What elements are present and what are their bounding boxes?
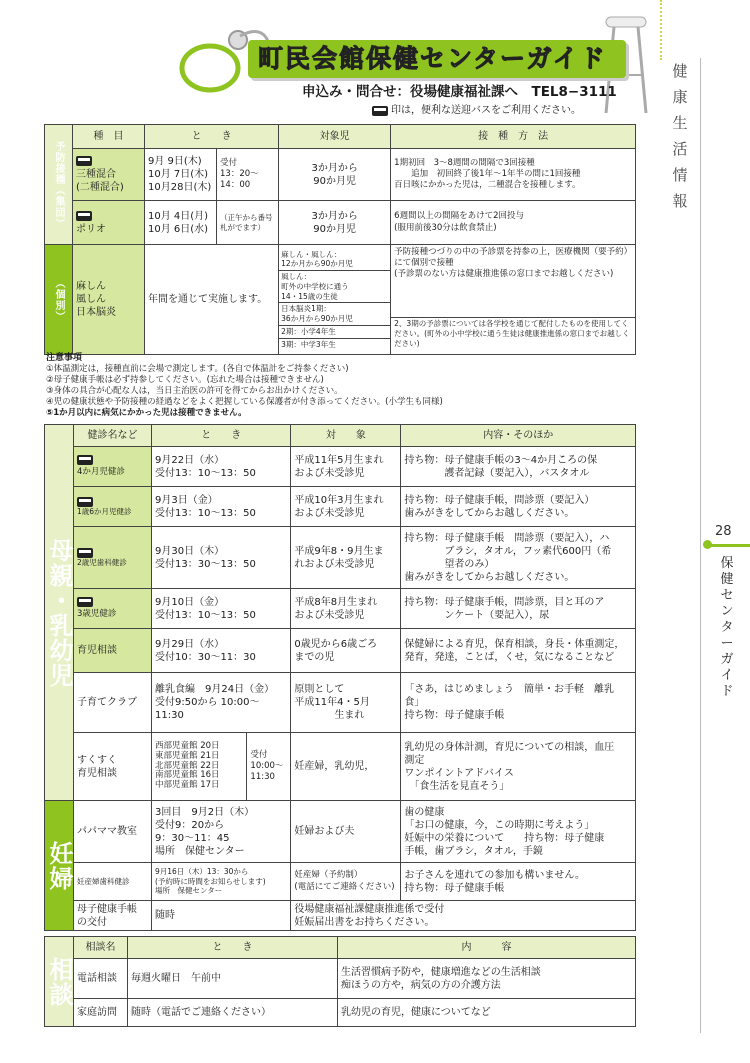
checkup-name: 4か月児健診 bbox=[74, 447, 152, 487]
contact-info: 申込み・問合せ：役場健康福祉課へ TEL8−3111 bbox=[302, 84, 617, 100]
consult-when: 毎週火曜日 午前中 bbox=[128, 959, 338, 999]
table-row bbox=[45, 959, 636, 999]
checkup-content: 役場健康福祉課健康推進係で受付 妊娠届出書をお持ちください。 bbox=[291, 901, 636, 931]
checkup-content: 保健婦による育児，保育相談，身長・体重測定， 発育，発達，ことば，くせ，気になることなど bbox=[401, 629, 636, 673]
bus-icon bbox=[77, 455, 93, 465]
header-type: 種 目 bbox=[73, 125, 145, 149]
checkup-target: 平成9年8・9月生ま れおよび未受診児 bbox=[291, 527, 401, 589]
table-row bbox=[45, 149, 636, 201]
bus-note bbox=[372, 104, 581, 117]
table-row bbox=[45, 801, 636, 863]
note-item: ⑤1か月以内に病気にかかった児は接種できません。 bbox=[46, 408, 247, 418]
table-row bbox=[45, 487, 636, 527]
individual-when: 年間を通じて実施します。 bbox=[145, 245, 279, 355]
vaccine-dates: 9月 9日(木) 10月 7日(木) 10月28日(木) bbox=[145, 149, 217, 201]
vaccine-dates: 10月 4日(月) 10月 6日(水) bbox=[145, 201, 217, 245]
header-when: と き bbox=[145, 125, 279, 149]
note-item: ①体温測定は，接種直前に会場で測定します。(各自で体温計をご持参ください) bbox=[46, 364, 349, 374]
consult-table bbox=[44, 936, 636, 1027]
header-checkup-name: 健診名など bbox=[74, 425, 152, 447]
checkup-when: 3回目 9月2日（木） 受付9：20から 9：30～11：45 場所 保健センター bbox=[152, 801, 291, 863]
table-row bbox=[45, 999, 636, 1027]
checkup-target: 平成11年5月生まれ および未受診児 bbox=[291, 447, 401, 487]
consult-content: 乳幼児の育児，健康についてなど bbox=[338, 999, 636, 1027]
checkup-name: 2歳児歯科健診 bbox=[74, 527, 152, 589]
bus-icon bbox=[77, 597, 93, 607]
title-banner bbox=[248, 40, 626, 78]
checkup-when: 西部児童館 20日 東部児童館 21日 北部児童館 22日 南部児童館 16日 中部児童館 17日 bbox=[152, 733, 247, 801]
consult-content: 生活習慣病予防や，健康増進などの生活相談 痴ほうの方や，病気の方の介護方法 bbox=[338, 959, 636, 999]
checkup-content: 歯の健康 「お口の健康，今，この時期に考えよう」 妊娠中の栄養について 持ち物：母子健康 手帳，歯ブラシ，タオル，手鏡 bbox=[401, 801, 636, 863]
category-individual: （個別） bbox=[45, 245, 73, 355]
table-row bbox=[45, 527, 636, 589]
checkup-target: 平成8年8月生まれ および未受診児 bbox=[291, 589, 401, 629]
page-marker-bar bbox=[707, 544, 750, 547]
consult-name: 電話相談 bbox=[74, 959, 128, 999]
bus-icon bbox=[77, 497, 93, 507]
checkup-name: パパママ教室 bbox=[74, 801, 152, 863]
checkup-content: 乳幼児の身体計測，育児についての相談，血圧 測定 ワンポイントアドバイス 「食生活を見直そう」 bbox=[401, 733, 636, 801]
vaccine-method: 6週間以上の間隔をあけて2回投与 (服用前後30分は飲食禁止) bbox=[391, 201, 636, 245]
bus-icon bbox=[76, 211, 92, 221]
page-title: 町民会館保健センターガイド bbox=[258, 44, 607, 73]
bus-icon bbox=[76, 156, 92, 166]
decorative-dotted-line bbox=[660, 0, 662, 60]
checkup-target: 原則として 平成11年4・5月 生まれ bbox=[291, 673, 401, 733]
vaccine-target: 3か月から 90か月児 bbox=[279, 201, 391, 245]
checkup-when: 離乳食編 9月24日（金） 受付9:50から 10:00～11:30 bbox=[152, 673, 291, 733]
page-number: 28 bbox=[715, 524, 732, 539]
checkup-content: 持ち物：母子健康手帳の3～4か月ころの保 護者記録（要記入），バスタオル bbox=[401, 447, 636, 487]
note-item: ③身体の具合が心配な人は，当日主治医の許可を得てからお出かけください。 bbox=[46, 386, 343, 396]
checkup-content: 「さあ，はじめましょう 簡単・お手軽 離乳食」 持ち物：母子健康手帳 bbox=[401, 673, 636, 733]
checkup-when: 9月3日（金） 受付13：10～13：50 bbox=[152, 487, 291, 527]
notes-title: 注意事項 bbox=[46, 353, 83, 363]
bus-note-text: 印は，便利な送迎バスをご利用ください。 bbox=[391, 105, 581, 116]
table-row bbox=[45, 245, 636, 355]
header-content: 内容・そのほか bbox=[401, 425, 636, 447]
table-row bbox=[45, 733, 636, 801]
consult-when: 随時（電話でご連絡ください） bbox=[128, 999, 338, 1027]
checkup-name: 妊産婦歯科健診 bbox=[74, 863, 152, 901]
checkup-when: 9月22日（水） 受付13：10～13：50 bbox=[152, 447, 291, 487]
vaccine-notes bbox=[46, 353, 636, 419]
checkup-content: お子さんを連れての参加も構いません。 持ち物：母子健康手帳 bbox=[401, 863, 636, 901]
header-consult-name: 相談名 bbox=[74, 937, 128, 959]
checkup-when: 9月29日（水） 受付10：30～11：30 bbox=[152, 629, 291, 673]
checkup-when: 9月16日（木）13：30から (予約時に時間をお知らせします) 場所 保健センター bbox=[152, 863, 291, 901]
checkup-content: 持ち物：母子健康手帳，問診票，目と耳のア ンケート（要記入），尿 bbox=[401, 589, 636, 629]
category-mother-child: 母親・乳幼児 bbox=[45, 425, 74, 801]
vaccine-name: ポリオ bbox=[73, 201, 145, 245]
table-row bbox=[45, 673, 636, 733]
note-item: ④児の健康状態や予防接種の経過などをよく把握している保護者が付き添ってください。(小学生も同様) bbox=[46, 397, 443, 407]
category-consult: 相談 bbox=[45, 937, 74, 1027]
table-row bbox=[45, 201, 636, 245]
checkup-content: 持ち物：母子健康手帳 問診票（要記入），ハ ブラシ，タオル，フッ素代600円（希 望者のみ） 歯みがきをしてからお越しください。 bbox=[401, 527, 636, 589]
header-when: と き bbox=[152, 425, 291, 447]
page-section-label: 保健センターガイド bbox=[720, 556, 734, 699]
vaccine-time: 受付 13：20～ 14：00 bbox=[217, 149, 279, 201]
consult-name: 家庭訪問 bbox=[74, 999, 128, 1027]
header-content: 内 容 bbox=[338, 937, 636, 959]
checkup-target: 平成10年3月生まれ および未受診児 bbox=[291, 487, 401, 527]
note-item: ②母子健康手帳は必ず持参してください。(忘れた場合は接種できません) bbox=[46, 375, 324, 385]
checkup-target: 妊婦および夫 bbox=[291, 801, 401, 863]
table-row bbox=[45, 447, 636, 487]
vaccine-table bbox=[44, 124, 636, 355]
checkup-name: 1歳6か月児健診 bbox=[74, 487, 152, 527]
checkup-table bbox=[44, 424, 636, 931]
table-row bbox=[45, 629, 636, 673]
individual-method: 予防接種つづりの中の予診票を持参の上，医療機関（要予約）にて個別で接種 (予診票のない方は健康推進係の窓口までお越しください) 2、3期の予診票については各学校を通じて配付したものを使用してください。(町外の小中学校に通う生徒は健康推進係の窓口までお越しください) bbox=[391, 245, 636, 355]
side-divider bbox=[700, 58, 701, 1033]
vaccine-target: 3か月から 90か月児 bbox=[279, 149, 391, 201]
vaccine-method: 1期初回 3～8週間の間隔で3回接種 追加 初回終了後1年～1年半の間に1回接種 百日咳にかかった児は，二種混合を接種します。 bbox=[391, 149, 636, 201]
side-title: 健康生活情報 bbox=[672, 62, 688, 210]
header-when: と き bbox=[128, 937, 338, 959]
header-method: 接 種 方 法 bbox=[391, 125, 636, 149]
bus-icon bbox=[372, 106, 388, 116]
table-row bbox=[45, 589, 636, 629]
vaccine-time: （正午から番号札がでます） bbox=[217, 201, 279, 245]
checkup-name: 育児相談 bbox=[74, 629, 152, 673]
individual-targets: 麻しん・風しん： 12か月から90か月児 風しん： 町外の中学校に通う 14・15歳の生徒 日本脳炎1期： 36か月から90か月児 2期：小学4年生 3期：中学3年生 bbox=[279, 245, 391, 355]
category-group-vaccine: 予防接種（集団） bbox=[45, 125, 73, 245]
checkup-name: 母子健康手帳 の交付 bbox=[74, 901, 152, 931]
individual-vaccine-names: 麻しん 風しん 日本脳炎 bbox=[73, 245, 145, 355]
checkup-target: 妊産婦，乳幼児， bbox=[291, 733, 401, 801]
vaccine-name: 三種混合 (二種混合) bbox=[73, 149, 145, 201]
bus-icon bbox=[77, 548, 93, 558]
header-target: 対 象 bbox=[291, 425, 401, 447]
checkup-when: 9月10日（金） 受付13：10～13：50 bbox=[152, 589, 291, 629]
checkup-when: 随時 bbox=[152, 901, 291, 931]
checkup-content: 持ち物：母子健康手帳，問診票（要記入） 歯みがきをしてからお越しください。 bbox=[401, 487, 636, 527]
checkup-name: すくすく 育児相談 bbox=[74, 733, 152, 801]
table-row bbox=[45, 901, 636, 931]
category-pregnant: 妊婦 bbox=[45, 801, 74, 931]
table-row bbox=[45, 863, 636, 901]
checkup-name: 3歳児健診 bbox=[74, 589, 152, 629]
checkup-name: 子育てクラブ bbox=[74, 673, 152, 733]
checkup-target: 妊産婦（予約制） (電話にてご連絡ください) bbox=[291, 863, 401, 901]
checkup-time: 受付 10:00～ 11:30 bbox=[247, 733, 291, 801]
checkup-when: 9月30日（木） 受付13：30～13：50 bbox=[152, 527, 291, 589]
header-target: 対象児 bbox=[279, 125, 391, 149]
checkup-target: 0歳児から6歳ごろ までの児 bbox=[291, 629, 401, 673]
